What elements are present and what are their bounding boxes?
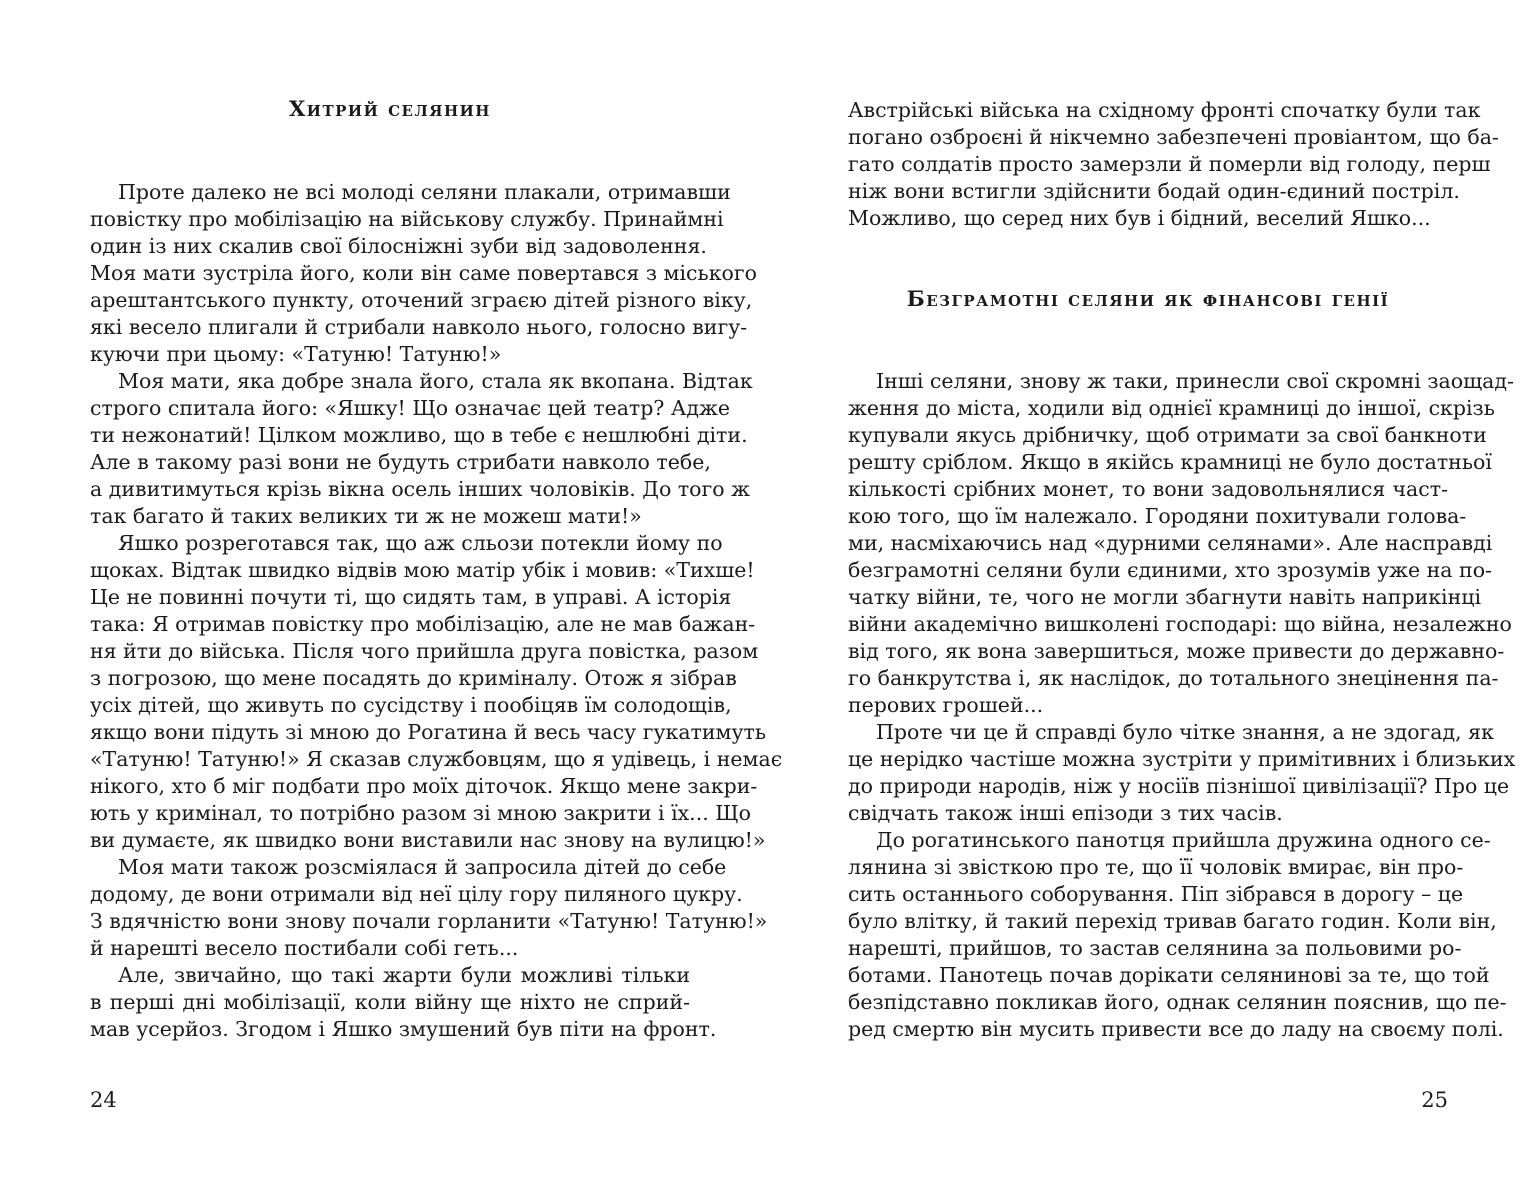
text-line: усіх дітей, що живуть по сусідству і пообіцяв їм солодощів,	[90, 693, 732, 717]
text-line: в перші дні мобілізації, коли війну ще ніхто не сприй-	[90, 990, 690, 1014]
text-line: Проте чи це й справді було чітке знання, а не здогад, як	[876, 720, 1494, 744]
text-line: було влітку, й такий перехід тривав багато годин. Коли він,	[848, 909, 1497, 933]
text-line: кількості срібних монет, то вони задовольнялися част-	[848, 477, 1448, 501]
text-line: які весело плигали й стрибали навколо нього, голосно вигу-	[90, 315, 748, 339]
text-line: го банкрутства і, як наслідок, до тотального знецінення па-	[848, 666, 1499, 690]
text-line: свідчать також інші епізоди з тих часів.	[848, 801, 1283, 825]
text-line: ви думаєте, як швидко вони виставили нас знову на вулицю!»	[90, 828, 766, 852]
text-line: така: Я отримав повістку про мобілізацію, але не мав бажан-	[90, 612, 756, 636]
text-line: Але, звичайно, що такі жарти були можливі тільки	[118, 963, 690, 987]
text-line: До рогатинського панотця прийшла дружина одного се-	[876, 828, 1491, 852]
text-line: мав усерйоз. Згодом і Яшко змушений був піти на фронт.	[90, 1017, 717, 1041]
right-page	[848, 0, 1516, 1182]
text-line: щоках. Відтак швидко відвів мою матір убік і мовив: «Тихше!	[90, 558, 755, 582]
text-line: погано озброєні й нікчемно забезпечені провіантом, що ба-	[848, 125, 1499, 149]
text-line: з погрозою, що мене посадять до криміналу. Отож я зібрав	[90, 666, 737, 690]
text-line: Інші селяни, знову ж таки, принесли свої скромні заощад-	[876, 369, 1514, 393]
chapter-title: Хитрий селянин	[289, 96, 491, 121]
text-line: якщо вони підуть зі мною до Рогатина й весь часу гукатимуть	[90, 720, 767, 744]
text-line: безпідставно покликав його, однак селянин пояснив, що пе-	[848, 990, 1507, 1014]
text-line: а дивитимуться крізь вікна осель інших чоловіків. До того ж	[90, 477, 750, 501]
text-line: ми, насміхаючись над «дурними селянами». Але насправді	[848, 531, 1493, 555]
text-line: решту сріблом. Якщо в якійсь крамниці не було достатньої	[848, 450, 1492, 474]
text-line: до природи народів, ніж у носіїв пізнішої цивілізації? Про це	[848, 774, 1510, 798]
body-text	[848, 368, 1516, 1043]
text-line: й нарешті весело постибали собі геть...	[90, 936, 519, 960]
text-line: сить останнього соборування. Піп зібрався в дорогу – це	[848, 882, 1464, 906]
text-line: чатку війни, те, чого не могли збагнути навіть наприкінці	[848, 585, 1482, 609]
text-line: від того, як вона завершиться, може привести до державно-	[848, 639, 1505, 663]
page-number: 25	[1421, 1088, 1448, 1112]
left-page	[90, 0, 783, 1182]
text-line: Але в такому разі вони не будуть стрибати навколо тебе,	[90, 450, 711, 474]
text-line: це нерідко частіше можна зустріти у примітивних і близьких	[848, 747, 1516, 771]
text-line: З вдячністю вони знову почали горланити «Татуню! Татуню!»	[90, 909, 768, 933]
text-line: куючи при цьому: «Татуню! Татуню!»	[90, 342, 502, 366]
text-line: нікого, хто б міг подбати про моїх діточок. Якщо мене закри-	[90, 774, 758, 798]
text-line: ти нежонатий! Цілком можливо, що в тебе є нешлюбні діти.	[90, 423, 748, 447]
text-line: купували якусь дрібничку, щоб отримати за свої банкноти	[848, 423, 1487, 447]
text-line: повістку про мобілізацію на військову службу. Принаймні	[90, 207, 724, 231]
text-line: арештантського пункту, оточений зграєю дітей різного віку,	[90, 288, 753, 312]
text-line: ботами. Панотець почав дорікати селянинові за те, що той	[848, 963, 1490, 987]
page-number: 24	[90, 1088, 117, 1112]
text-line: «Татуню! Татуню!» Я сказав службовцям, що я удівець, і немає	[90, 747, 783, 771]
body-text	[90, 179, 783, 1043]
text-line: один із них скалив свої білосніжні зуби від задоволення.	[90, 234, 707, 258]
text-line: так багато й таких великих ти ж не можеш мати!»	[90, 504, 642, 528]
text-line: ють у кримінал, то потрібно разом зі мною закрити і їх... Що	[90, 801, 751, 825]
text-line: Моя мати зустріла його, коли він саме повертався з міського	[90, 261, 757, 285]
text-line: Це не повинні почути ті, що сидять там, в управі. А історія	[90, 585, 732, 609]
text-line: ніж вони встигли здійснити бодай один-єдиний постріл.	[848, 179, 1460, 203]
text-line: ження до міста, ходили від однієї крамниці до іншої, скрізь	[848, 396, 1495, 420]
text-line: Моя мати також розсміялася й запросила дітей до себе	[118, 855, 727, 879]
text-line: Австрійські війська на східному фронті спочатку були так	[848, 98, 1481, 122]
text-line: війни академічно вишколені господарі: що війна, незалежно	[848, 612, 1512, 636]
text-line: ред смертю він мусить привести все до ладу на своєму полі.	[848, 1017, 1504, 1041]
text-line: гато солдатів просто замерзли й померли від голоду, перш	[848, 152, 1491, 176]
text-line: Проте далеко не всі молоді селяни плакали, отримавши	[118, 180, 731, 204]
text-line: ня йти до війська. Після чого прийшла друга повістка, разом	[90, 639, 759, 663]
text-line: строго спитала його: «Яшку! Що означає цей театр? Адже	[90, 396, 731, 420]
intro-text	[848, 97, 1499, 232]
text-line: додому, де вони отримали від неї цілу гору пиляного цукру.	[90, 882, 743, 906]
text-line: перових грошей...	[848, 693, 1044, 717]
text-line: Яшко розреготався так, що аж сльози потекли йому по	[118, 531, 723, 555]
text-line: лянина зі звісткою про те, що її чоловік вмирає, він про-	[848, 855, 1464, 879]
text-line: кою того, що їм належало. Городяни похитували голова-	[848, 504, 1467, 528]
text-line: Моя мати, яка добре знала його, стала як вкопана. Відтак	[118, 369, 753, 393]
text-line: нарешті, прийшов, то застав селянина за польовими ро-	[848, 936, 1462, 960]
text-line: безграмотні селяни були єдиними, хто зрозумів уже на по-	[848, 558, 1492, 582]
section-title: Безграмотні селяни як фінансові генії	[906, 286, 1390, 311]
text-line: Можливо, що серед них був і бідний, веселий Яшко...	[848, 206, 1431, 230]
